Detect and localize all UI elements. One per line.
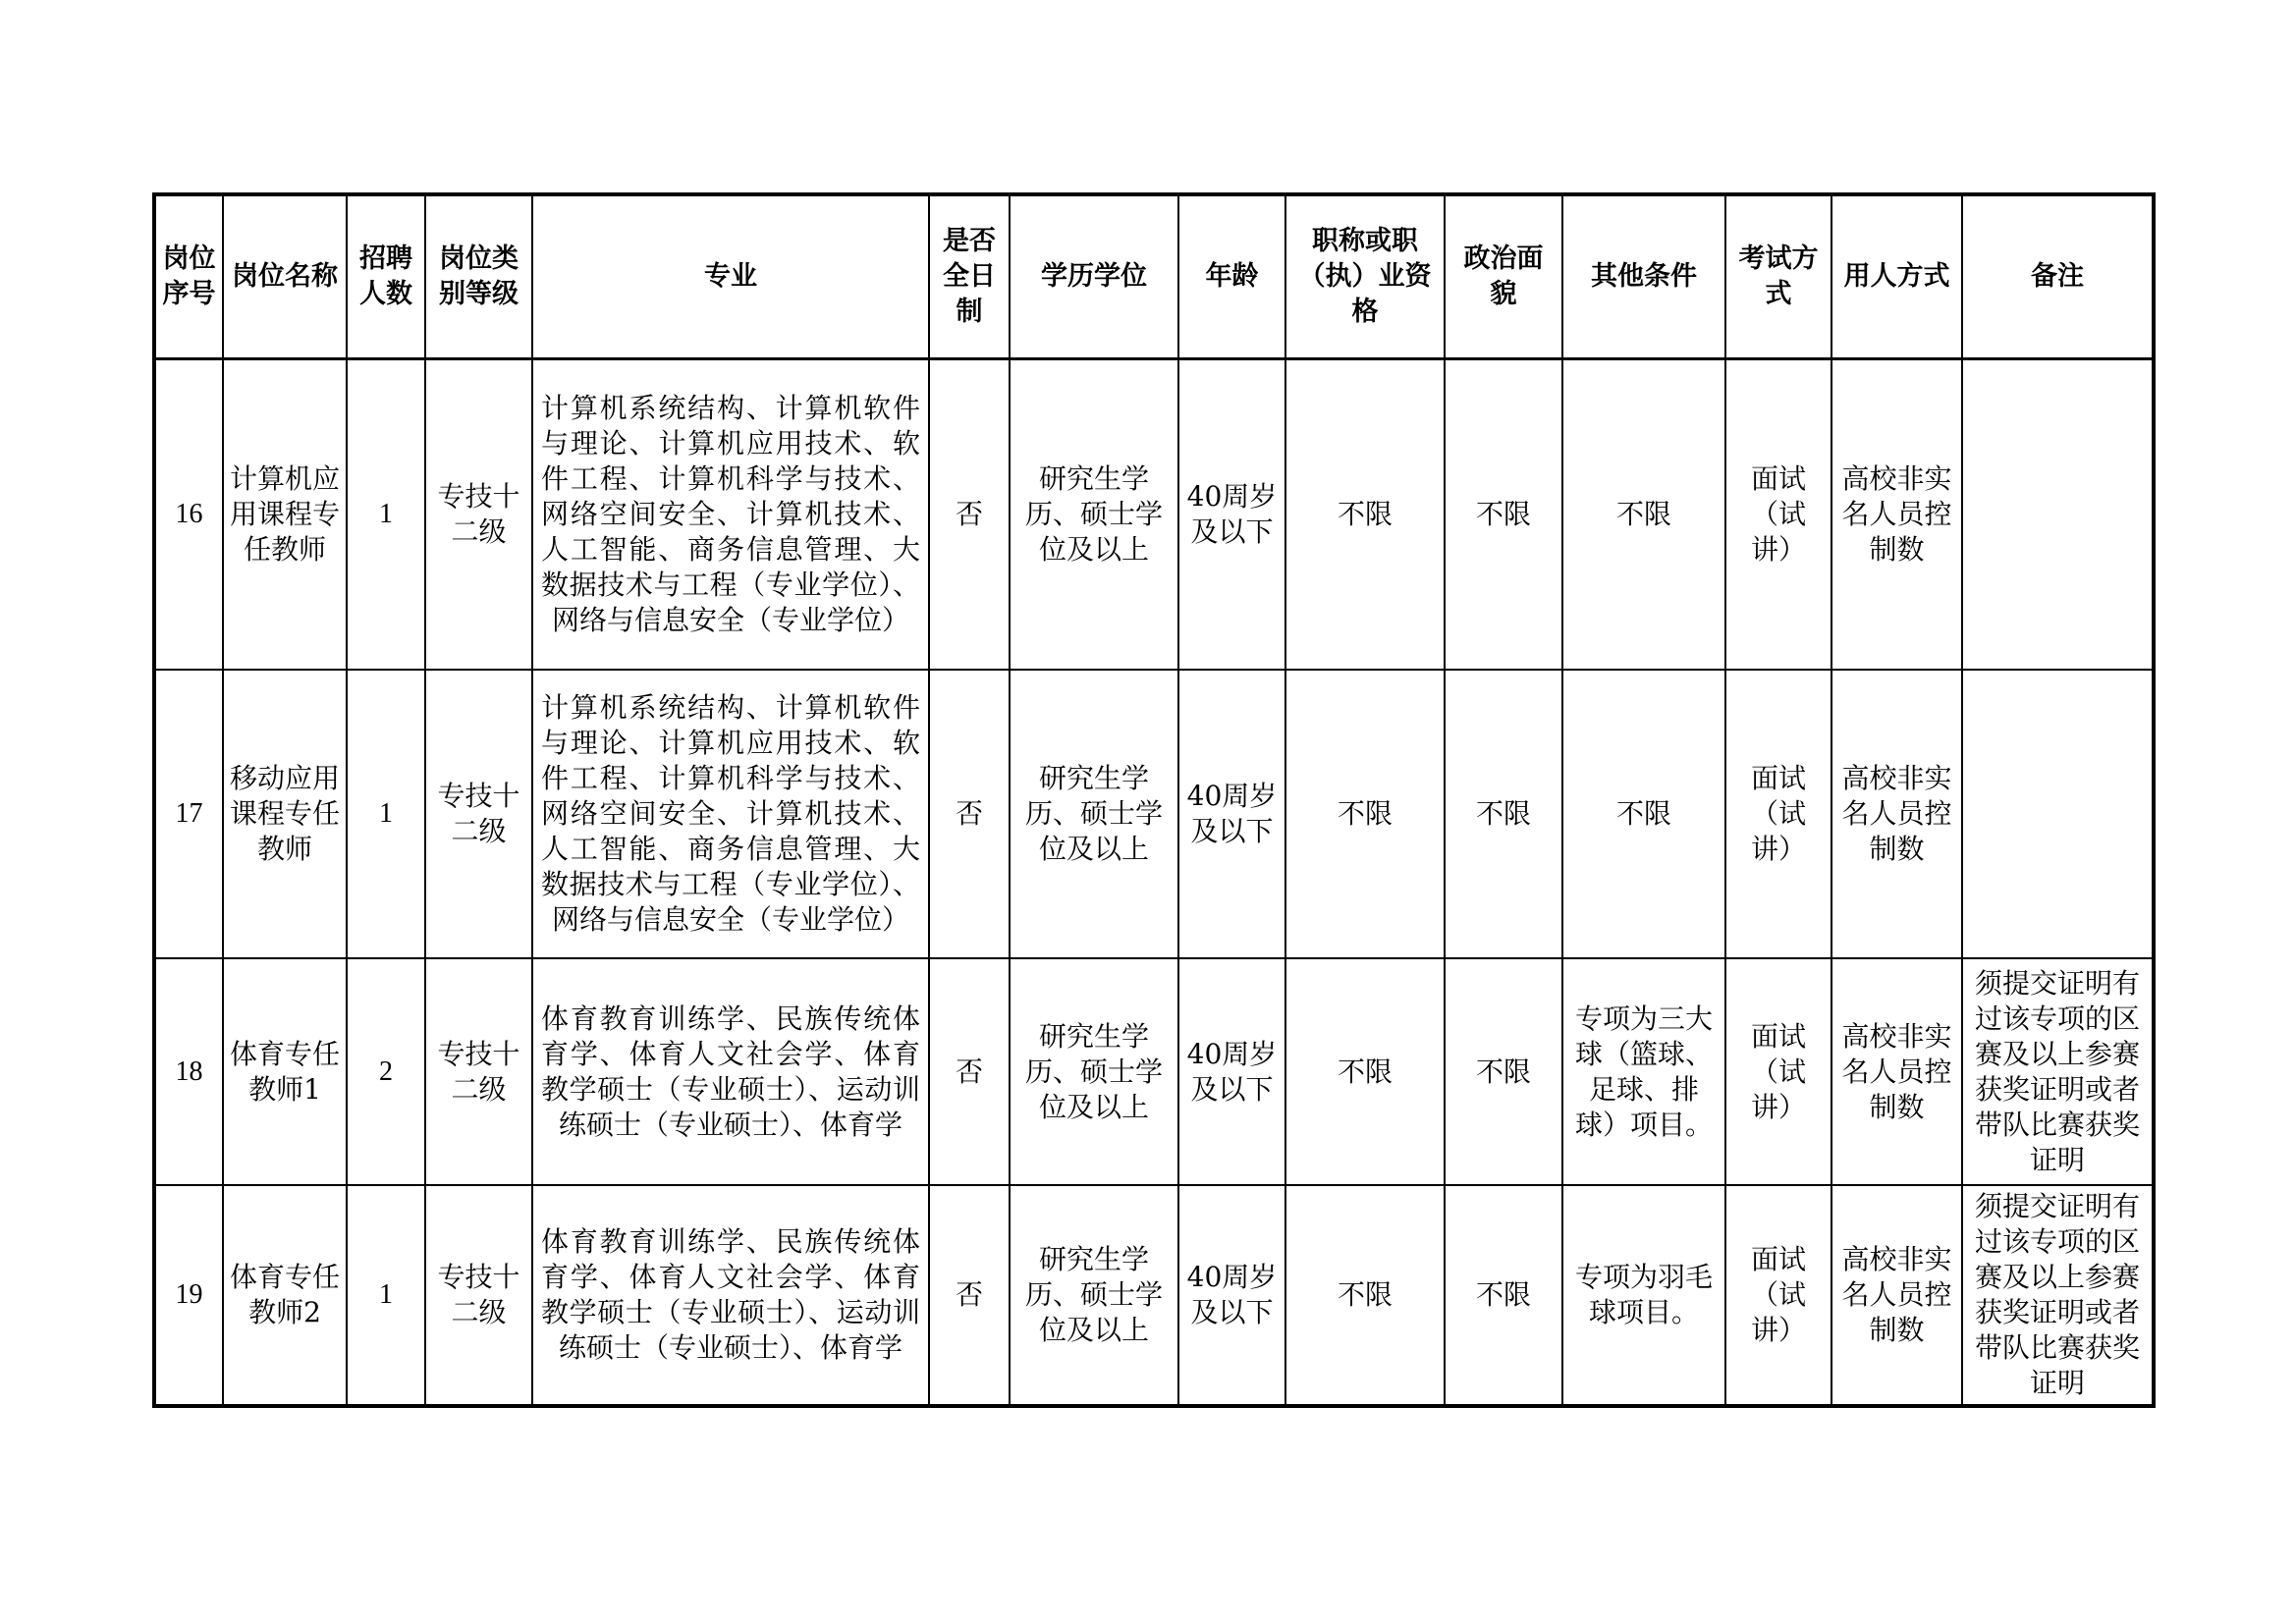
cell-fulltime: 否 [929,1185,1010,1406]
table-header [154,194,2154,359]
cell-age: 40周岁及以下 [1178,1185,1285,1406]
cell-name: 体育专任教师1 [223,958,347,1185]
cell-exam: 面试（试讲） [1725,958,1831,1185]
cell-id: 19 [154,1185,223,1406]
table-row [154,359,2154,671]
col-header-age: 年龄 [1178,194,1285,359]
table-row [154,670,2154,958]
col-header-employment: 用人方式 [1831,194,1962,359]
cell-name: 计算机应用课程专任教师 [223,359,347,671]
cell-id: 16 [154,359,223,671]
cell-count: 2 [347,958,425,1185]
cell-remark: 须提交证明有过该专项的区赛及以上参赛获奖证明或者带队比赛获奖证明 [1962,958,2154,1185]
col-header-political: 政治面貌 [1445,194,1562,359]
cell-major: 体育教育训练学、民族传统体育学、体育人文社会学、体育教学硕士（专业硕士）、运动训练硕士（专业硕士）、体育学 [532,1185,929,1406]
cell-exam: 面试（试讲） [1725,359,1831,671]
col-header-remark: 备注 [1962,194,2154,359]
cell-employment: 高校非实名人员控制数 [1831,359,1962,671]
cell-employment: 高校非实名人员控制数 [1831,670,1962,958]
table-row [154,958,2154,1185]
cell-remark: 须提交证明有过该专项的区赛及以上参赛获奖证明或者带队比赛获奖证明 [1962,1185,2154,1406]
cell-id: 18 [154,958,223,1185]
cell-major: 计算机系统结构、计算机软件与理论、计算机应用技术、软件工程、计算机科学与技术、网络空间安全、计算机技术、人工智能、商务信息管理、大数据技术与工程（专业学位）、网络与信息安全（专业学位） [532,359,929,671]
cell-category: 专技十二级 [425,670,532,958]
table-body [154,359,2154,1407]
cell-degree: 研究生学历、硕士学位及以上 [1010,958,1178,1185]
table-row [154,1185,2154,1406]
cell-political: 不限 [1445,958,1562,1185]
col-header-degree: 学历学位 [1010,194,1178,359]
cell-employment: 高校非实名人员控制数 [1831,1185,1962,1406]
col-header-title: 职称或职（执）业资格 [1285,194,1445,359]
col-header-id: 岗位序号 [154,194,223,359]
cell-name: 移动应用课程专任教师 [223,670,347,958]
cell-degree: 研究生学历、硕士学位及以上 [1010,1185,1178,1406]
cell-title: 不限 [1285,359,1445,671]
col-header-exam: 考试方式 [1725,194,1831,359]
cell-fulltime: 否 [929,359,1010,671]
cell-remark [1962,670,2154,958]
cell-other: 不限 [1562,670,1725,958]
col-header-count: 招聘人数 [347,194,425,359]
cell-exam: 面试（试讲） [1725,1185,1831,1406]
cell-count: 1 [347,670,425,958]
header-row [154,194,2154,359]
cell-age: 40周岁及以下 [1178,670,1285,958]
col-header-fulltime: 是否全日制 [929,194,1010,359]
cell-category: 专技十二级 [425,359,532,671]
cell-other: 不限 [1562,359,1725,671]
cell-degree: 研究生学历、硕士学位及以上 [1010,359,1178,671]
cell-major: 体育教育训练学、民族传统体育学、体育人文社会学、体育教学硕士（专业硕士）、运动训练硕士（专业硕士）、体育学 [532,958,929,1185]
cell-age: 40周岁及以下 [1178,958,1285,1185]
cell-category: 专技十二级 [425,958,532,1185]
cell-exam: 面试（试讲） [1725,670,1831,958]
cell-remark [1962,359,2154,671]
cell-title: 不限 [1285,1185,1445,1406]
cell-name: 体育专任教师2 [223,1185,347,1406]
cell-major: 计算机系统结构、计算机软件与理论、计算机应用技术、软件工程、计算机科学与技术、网络空间安全、计算机技术、人工智能、商务信息管理、大数据技术与工程（专业学位）、网络与信息安全（专业学位） [532,670,929,958]
cell-fulltime: 否 [929,670,1010,958]
cell-age: 40周岁及以下 [1178,359,1285,671]
col-header-other: 其他条件 [1562,194,1725,359]
cell-other: 专项为三大球（篮球、足球、排球）项目。 [1562,958,1725,1185]
cell-count: 1 [347,359,425,671]
col-header-category: 岗位类别等级 [425,194,532,359]
cell-count: 1 [347,1185,425,1406]
cell-employment: 高校非实名人员控制数 [1831,958,1962,1185]
col-header-name: 岗位名称 [223,194,347,359]
cell-fulltime: 否 [929,958,1010,1185]
cell-other: 专项为羽毛球项目。 [1562,1185,1725,1406]
cell-title: 不限 [1285,958,1445,1185]
cell-title: 不限 [1285,670,1445,958]
cell-degree: 研究生学历、硕士学位及以上 [1010,670,1178,958]
cell-category: 专技十二级 [425,1185,532,1406]
cell-political: 不限 [1445,359,1562,671]
col-header-major: 专业 [532,194,929,359]
recruitment-table [152,192,2156,1408]
cell-political: 不限 [1445,1185,1562,1406]
cell-political: 不限 [1445,670,1562,958]
cell-id: 17 [154,670,223,958]
